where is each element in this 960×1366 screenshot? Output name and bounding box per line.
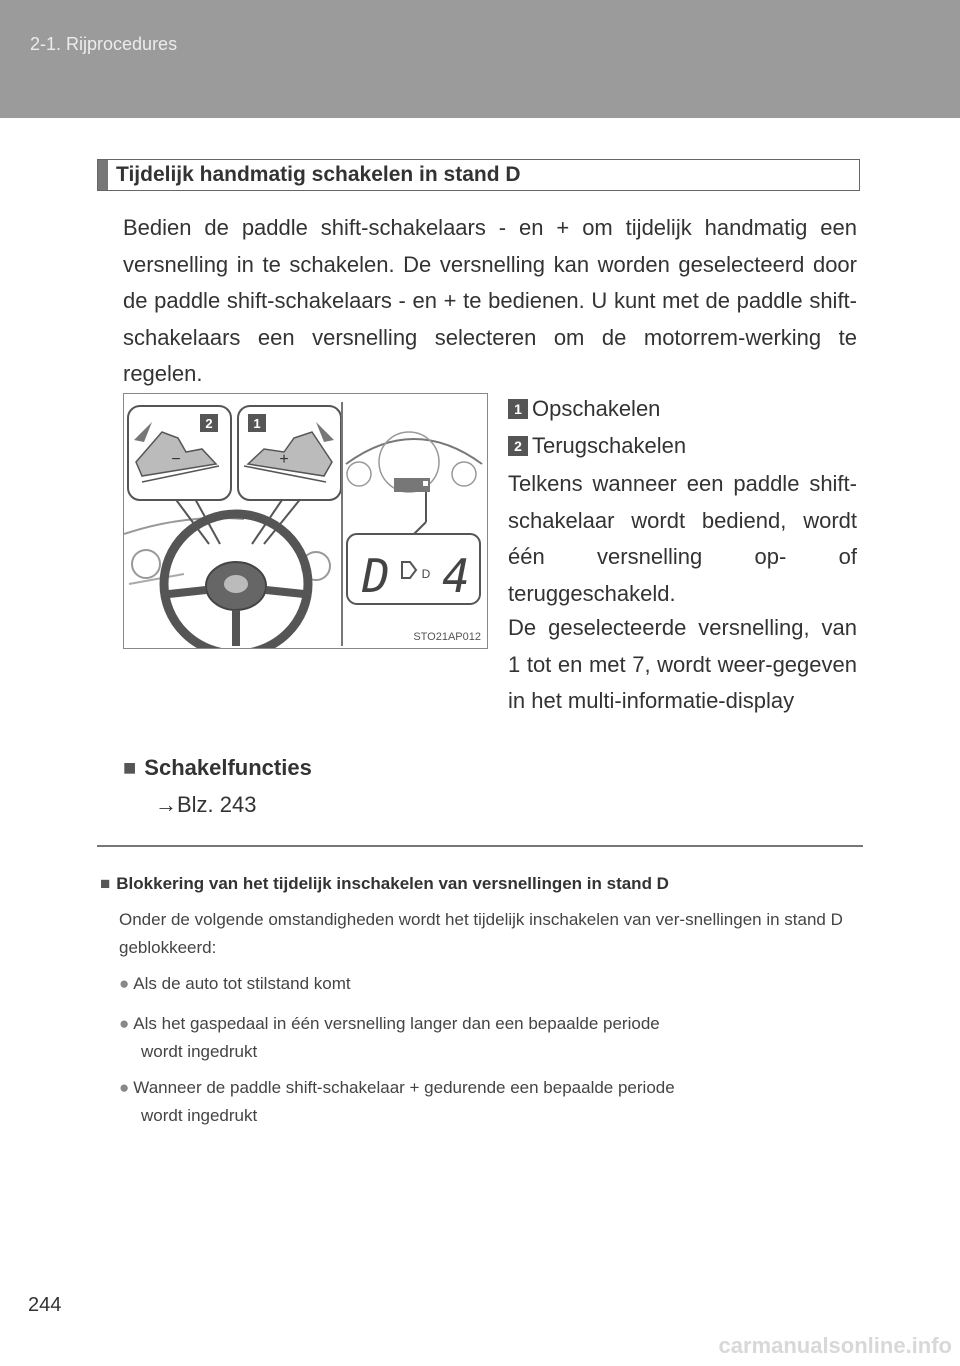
display-arrow-label: D bbox=[421, 567, 431, 581]
note-item-1-text: Als de auto tot stilstand komt bbox=[133, 974, 351, 993]
note-bullet: ■ bbox=[100, 874, 111, 893]
multi-info-indicator bbox=[423, 481, 428, 486]
note-body: Onder de volgende omstandigheden wordt het tijdelijk inschakelen van ver-snellingen in stand D geblokkeerd: bbox=[119, 910, 843, 957]
subsection-bullet: ■ bbox=[123, 755, 137, 780]
subsection-title: Schakelfuncties bbox=[144, 755, 312, 780]
display-leader-2 bbox=[414, 522, 426, 534]
note-heading bbox=[100, 874, 669, 894]
left-gauge-icon bbox=[347, 462, 371, 486]
note-item-2-continuation: wordt ingedrukt bbox=[141, 1042, 258, 1061]
side-paragraph-2: De geselecteerde versnelling, van 1 tot en met 7, wordt weer-gegeven in het multi-informatie-display bbox=[508, 615, 857, 713]
side-paragraph-1: Telkens wanneer een paddle shift-schakelaar wordt bediend, wordt één versnelling op- of teruggeschakeld. bbox=[508, 471, 857, 606]
paddle-shift-figure bbox=[123, 393, 488, 649]
note-list-item bbox=[119, 1010, 859, 1066]
callout-badge-2-text: 2 bbox=[205, 416, 213, 431]
figure-code: STO21AP012 bbox=[413, 631, 481, 643]
left-vent-icon bbox=[132, 550, 160, 578]
note-list-item bbox=[119, 1074, 859, 1130]
legend-label-downshift: Terugschakelen bbox=[532, 433, 687, 458]
legend-item-downshift bbox=[508, 433, 686, 459]
note-item-3-continuation: wordt ingedrukt bbox=[141, 1106, 258, 1125]
legend-badge-1: 1 bbox=[508, 399, 528, 419]
bullet-dot-icon: ● bbox=[119, 1078, 130, 1097]
chapter-label: 2-1. Rijprocedures bbox=[30, 34, 178, 54]
paddle-shift-illustration bbox=[124, 394, 487, 648]
paddle-plus-label: + bbox=[279, 451, 289, 468]
section-title-box bbox=[97, 159, 860, 191]
page-number: 244 bbox=[28, 1294, 62, 1316]
section-title: Tijdelijk handmatig schakelen in stand D bbox=[116, 163, 521, 186]
page-header bbox=[0, 0, 960, 118]
note-item-3-text: Wanneer de paddle shift-schakelaar + gedurende een bepaalde periode bbox=[133, 1078, 675, 1097]
cluster-outline bbox=[346, 439, 482, 464]
display-gear-number: 4 bbox=[442, 549, 470, 603]
watermark: carmanualsonline.info bbox=[718, 1333, 952, 1358]
legend-label-upshift: Opschakelen bbox=[532, 396, 661, 421]
paddle-minus-label: − bbox=[171, 451, 181, 468]
legend-item-upshift bbox=[508, 396, 660, 422]
legend-badge-2: 2 bbox=[508, 436, 528, 456]
page-reference: →Blz. 243 bbox=[155, 792, 257, 817]
section-title-bar bbox=[98, 160, 108, 190]
callout-badge-1-text: 1 bbox=[253, 416, 261, 431]
intro-paragraph: Bedien de paddle shift-schakelaars - en + om tijdelijk handmatig een versnelling in te schakelen. De versnelling kan worden geselecteerd door de paddle shift-schakelaars - en + te bedienen. U kunt met de paddle shift-schakelaars een versnelling selecteren om de motorrem-werking te regelen. bbox=[123, 215, 857, 386]
note-list-item bbox=[119, 970, 859, 998]
right-gauge-icon bbox=[452, 462, 476, 486]
bullet-dot-icon: ● bbox=[119, 1014, 130, 1033]
note-title: Blokkering van het tijdelijk inschakelen van versnellingen in stand D bbox=[116, 874, 669, 893]
subsection-heading bbox=[123, 755, 312, 781]
note-item-2-text: Als het gaspedaal in één versnelling langer dan een bepaalde periode bbox=[133, 1014, 660, 1033]
display-gear-mode: D bbox=[362, 549, 390, 603]
steering-wheel-emblem bbox=[224, 575, 248, 593]
section-divider bbox=[97, 845, 863, 847]
bullet-dot-icon: ● bbox=[119, 974, 130, 993]
